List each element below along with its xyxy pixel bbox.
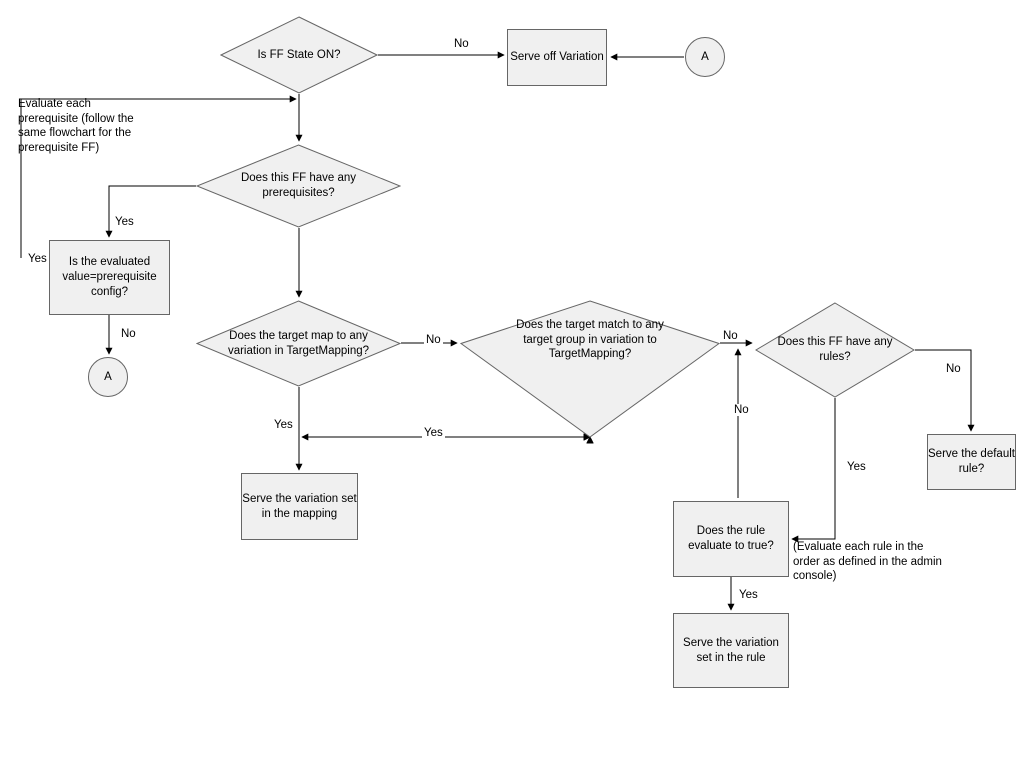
node-serve-off-variation [507,29,607,86]
connector-label: A [701,50,709,63]
node-label: Does the rule evaluate to true? [688,525,774,552]
node-label: Does the target map to any variation in TargetMapping? [227,329,370,357]
edge-label-no-evaluated-config: No [121,328,136,340]
edge-label-yes-prerequisite-loop: Yes [28,253,47,265]
node-rule-evaluate-true [673,501,789,577]
note-evaluate-prerequisite: Evaluate each prerequisite (follow the same flowchart for the prerequisite FF) [18,98,134,155]
edge-label-no-rule-evaluate: No [734,404,749,416]
edge-label-yes-has-rules: Yes [847,461,866,473]
node-ff-state [220,16,378,94]
note-evaluate-rules-order: (Evaluate each rule in the order as defined in the admin console) [793,541,942,583]
node-label: Does this FF have any prerequisites? [240,172,357,199]
node-has-rules [755,302,915,398]
node-target-mapping [196,300,401,387]
node-label: Serve the default rule? [928,448,1015,475]
edge-label-yes-target-group: Yes [424,427,443,439]
connector-a-top [685,37,725,77]
node-label: Serve the variation set in the mapping [242,492,357,520]
node-serve-variation-in-mapping [241,473,358,540]
node-label: Does the target match to any target group in variation to TargetMapping? [516,319,664,361]
edge-label-no-target-mapping: No [426,334,441,346]
edge-label-yes-target-mapping: Yes [274,419,293,431]
node-evaluate-prerequisite-config [49,240,170,315]
edge-label-yes-rule-evaluate: Yes [739,589,758,601]
node-label: Is the evaluated value=prerequisite config? [62,256,157,298]
node-serve-default-rule [927,434,1016,490]
connector-label: A [104,370,112,383]
node-label: Does this FF have any rules? [777,336,893,363]
node-label: Is FF State ON? [257,48,341,61]
edge-label-yes-prerequisites: Yes [115,216,134,228]
node-serve-variation-in-rule [673,613,789,688]
node-target-group-mapping [460,300,720,438]
node-has-prerequisites [196,144,401,228]
node-label: Serve off Variation [510,51,604,64]
node-label: Serve the variation set in the rule [683,636,779,664]
connector-a-bottom [88,357,128,397]
edge-label-no-target-group: No [723,330,738,342]
edge-label-no-has-rules: No [946,363,961,375]
edge-label-no-ff-state: No [454,38,469,50]
